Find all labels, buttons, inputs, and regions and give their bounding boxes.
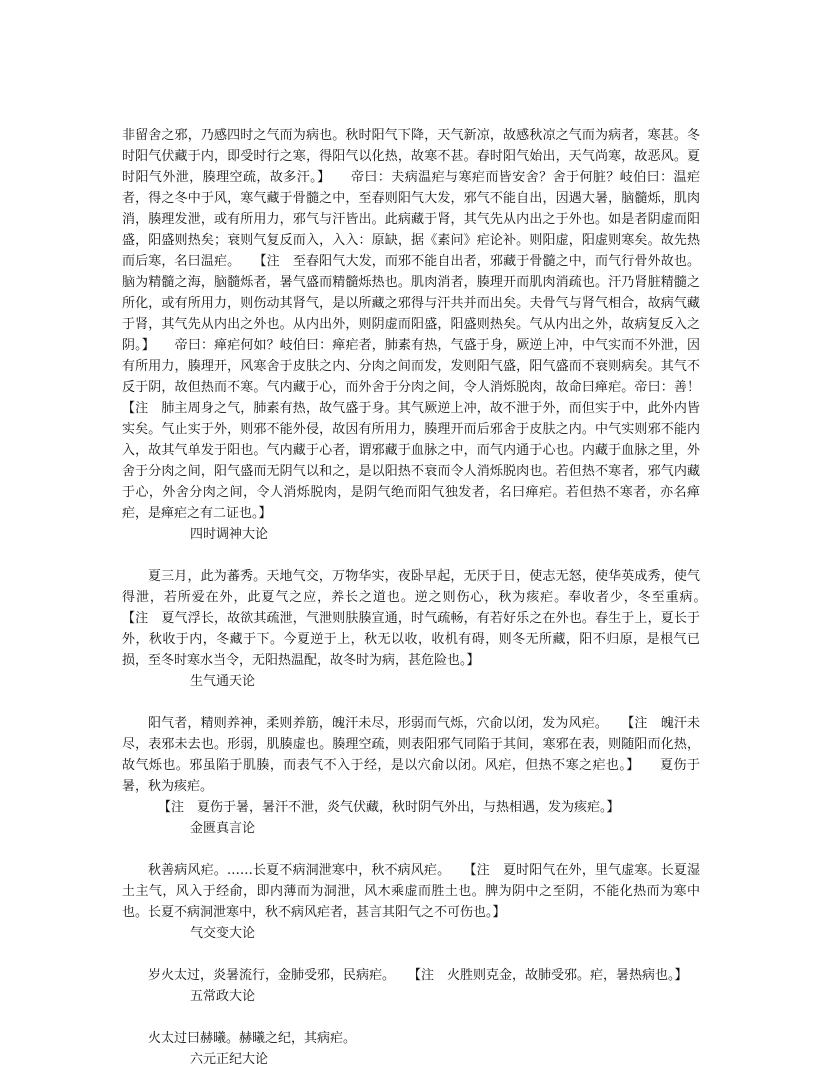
paragraph: 非留舍之邪，乃感四时之气而为病也。秋时阳气下降，天气新凉，故感秋凉之气而为病者，寒甚。冬时阳气伏藏于内，即受时行之寒，得阳气以化热，故寒不甚。春时阳气始出，天气尚寒，故恶风。夏时阳气外泄，腠理空疏，故多汗。】 帝曰：夫病温疟与寒疟而皆安舍？舍于何脏？岐伯曰：温疟者，得之冬中于风，寒气藏于骨髓之中，至春则阳气大发，邪气不能自出，因遇大暑，脑髓烁，肌肉消，腠理发泄，或有所用力，邪气与汗皆出。此病藏于肾，其气先从内出之于外也。如是者阴虚而阳盛，阳盛则热矣；衰则气复反而入，入入：原缺，据《素问》疟论补。则阳虚，阳虚则寒矣。故先热而后寒，名曰温疟。 【注 至春阳气大发，而邪不能自出者，邪藏于骨髓之中，而气行骨外故也。脑为精髓之海，脑髓烁者，暑气盛而精髓烁热也。肌肉消者，腠理开而肌肉消疏也。汗乃肾脏精髓之所化，或有所用力，则伤动其肾气，是以所藏之邪得与汗共并而出矣。夫骨气与肾气相合，故病气藏于肾，其气先从内出之外也。从内出外，则阴虚而阳盛，阳盛则热矣。气从内出之外，故病复反入之阴。】 帝曰：瘅疟何如？岐伯曰：瘅疟者，肺素有热，气盛于身，厥逆上冲，中气实而不外泄，因有所用力，腠理开，风寒舍于皮肤之内、分肉之间而发，发则阳气盛，阳气盛而不衰则病矣。其气不反于阴，故但热而不寒。气内藏于心，而外舍于分肉之间，令人消烁脱肉，故命曰瘅疟。帝曰：善！ 【注 肺主周身之气，肺素有热，故气盛于身。其气厥逆上冲，故不泄于外，而但实于中，此外内皆实矣。气止实于外，则邪不能外侵，故因有所用力，腠理开而后邪舍于皮肤之内。中气实则邪不能内入，故其气单发于阳也。气内藏于心者，谓邪藏于血脉之中，而气内通于心也。内藏于血脉之里，外舍于分肉之间，阳气盛而无阴气以和之，是以阳热不衰而令人消烁脱肉也。若但热不寒者，邪气内藏于心，外舍分肉之间，令人消烁脱肉，是阴气绝而阳气独发者，名曰瘅疟。若但热不寒者，亦名瘅疟，是瘅疟之有二证也。】 — [122, 128, 727, 521]
section-heading: 金匮真言论 — [190, 821, 256, 836]
spacer — [122, 545, 700, 566]
spacer — [122, 1007, 700, 1028]
document-page — [122, 125, 727, 1070]
paragraph: 秋善病风疟。……长夏不病洞泄寒中，秋不病风疟。 【注 夏时阳气在外，里气虚寒。长夏湿土主气，风入于经俞，即内薄而为洞泄，风木乘虚而胜土也。脾为阴中之至阴，不能化热而为寒中也。长夏不病洞泄寒中，秋不病风疟者，甚言其阳气之不可伤也。】 — [122, 863, 700, 920]
section-heading: 气交变大论 — [190, 926, 256, 941]
section-heading: 生气通天论 — [190, 674, 256, 689]
section-heading: 五常政大论 — [190, 989, 256, 1004]
spacer — [122, 944, 700, 965]
paragraph: 火太过曰赫曦。赫曦之纪，其病疟。 — [148, 1031, 357, 1046]
spacer — [122, 839, 700, 860]
paragraph: 阳气者，精则养神，柔则养筋，魄汗未尽，形弱而气烁，穴俞以闭，发为风疟。 【注 魄汗未尽，表邪未去也。形弱，肌腠虚也。腠理空疏，则表阳邪气同陷于其间，寒邪在表，则随阳而化热，故气烁也。邪虽陷于肌腠，而表气不入于经，是以穴俞以闭。风疟，但热不寒之疟也。】 夏伤于暑，秋为痎疟。 — [122, 716, 700, 794]
section-heading: 六元正纪大论 — [190, 1052, 269, 1067]
paragraph: 夏三月，此为蕃秀。天地气交，万物华实，夜卧早起，无厌于日，使志无怒，使华英成秀，使气得泄，若所爱在外，此夏气之应，养长之道也。逆之则伤心，秋为痎疟。奉收者少，冬至重病。 【注 夏气浮长，故欲其疏泄，气泄则肤腠宣通，时气疏畅，有若好乐之在外也。春生于上，夏长于外，秋收于内，冬藏于下。今夏逆于上，秋无以收，收机有碍，则冬无所藏，阳不归原，是根气已损，至冬时寒水当令，无阳热温配，故冬时为病，甚危险也。】 — [122, 569, 727, 668]
paragraph: 岁火太过，炎暑流行，金肺受邪，民病疟。 【注 火胜则克金，故肺受邪。疟，暑热病也。】 — [148, 968, 688, 983]
annotation-line: 【注 夏伤于暑，暑汗不泄，炎气伏藏，秋时阴气外出，与热相遇，发为痎疟。】 — [158, 800, 620, 815]
spacer — [122, 692, 700, 713]
section-heading: 四时调神大论 — [190, 527, 269, 542]
